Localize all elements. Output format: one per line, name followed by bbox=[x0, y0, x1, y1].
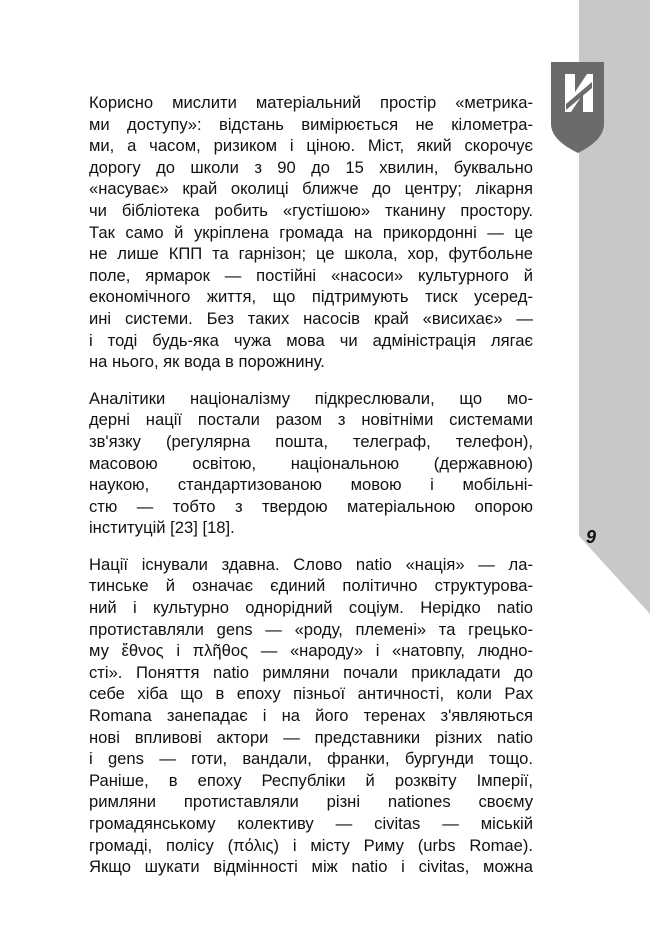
text-line: Аналітики націоналізму підкреслювали, що мо- bbox=[89, 388, 533, 408]
text-line: римляни протиставляли різні nationes своєму bbox=[89, 792, 533, 812]
text-line: масовою освітою, національною (державною) bbox=[89, 453, 533, 473]
text-line: стю — тобто з твердою матеріальною опорою bbox=[89, 496, 533, 516]
text-line: Корисно мислити матеріальний простір «метрика- bbox=[89, 93, 533, 112]
text-line: ми доступу»: відстань вимірюється не кілометра- bbox=[89, 114, 533, 134]
text-line: зв'язку (регулярна пошта, телеграф, телефон), bbox=[89, 431, 533, 451]
text-line: ині системи. Без таких насосів край «висихає» — bbox=[89, 308, 533, 328]
text-line: себе хіба що в епоху пізньої античності, коли Pax bbox=[89, 684, 533, 704]
text-line: Нації існували здавна. Слово natio «нація» — ла- bbox=[89, 554, 533, 574]
text-line: і тоді будь-яка чужа мова чи адміністрація лягає bbox=[89, 330, 533, 350]
text-line: сті». Поняття natio римляни почали прикладати до bbox=[89, 662, 533, 682]
text-line: наукою, стандартизованою мовою і мобільні- bbox=[89, 475, 533, 495]
body-text bbox=[89, 92, 533, 893]
paragraph bbox=[89, 388, 533, 539]
text-line: Раніше, в епоху Республіки й розквіту Імперії, bbox=[89, 770, 533, 790]
text-line: поле, ярмарок — постійні «насоси» культурного й bbox=[89, 265, 533, 285]
text-line: громаді, полісу (πόλις) і місту Риму (urbs Romae). bbox=[89, 835, 533, 855]
paragraph bbox=[89, 92, 533, 373]
text-line: і gens — готи, вандали, франки, бургунди тощо. bbox=[89, 749, 533, 769]
text-line: не лише КПП та гарнізон; це школа, хор, футбольне bbox=[89, 244, 533, 264]
text-line: нові впливові актори — представники різних natio bbox=[89, 727, 533, 747]
text-line: Так само й укріплена громада на прикордонні — це bbox=[89, 222, 533, 242]
text-line: економічного життя, що підтримують тиск усеред- bbox=[89, 287, 533, 307]
text-line: ми, а часом, ризиком і ціною. Міст, який скорочує bbox=[89, 136, 533, 156]
text-line: му ἔθνος і πλῆθος — «народу» і «натовпу, людно- bbox=[89, 641, 533, 661]
paragraph bbox=[89, 554, 533, 878]
text-line: громадянському колективу — civitas — міській bbox=[89, 814, 533, 833]
publisher-logo-icon bbox=[551, 62, 604, 153]
text-line: чи бібліотека робить «густішою» тканину простору. bbox=[89, 200, 533, 220]
text-line: на нього, як вода в порожнину. bbox=[89, 352, 325, 372]
text-line: інституцій [23] [18]. bbox=[89, 518, 235, 538]
text-line: тинське й означає єдиний політично структурова- bbox=[89, 576, 533, 596]
text-line: ний і культурно однорідний соціум. Нерідко natio bbox=[89, 598, 533, 618]
text-line: протиставляли gens — «роду, племені» та грецько- bbox=[89, 619, 533, 639]
text-line: дерні нації постали разом з новітніми системами bbox=[89, 410, 533, 430]
text-line: «насуває» край околиці ближче до центру; лікарня bbox=[89, 179, 533, 199]
text-line: Якщо шукати відмінності між natio і civitas, можна bbox=[89, 857, 533, 877]
page-number: 9 bbox=[585, 527, 596, 547]
text-line: дорогу до школи з 90 до 15 хвилин, буквально bbox=[89, 157, 533, 177]
text-line: Romana занепадає і на його теренах з'являються bbox=[89, 706, 533, 726]
